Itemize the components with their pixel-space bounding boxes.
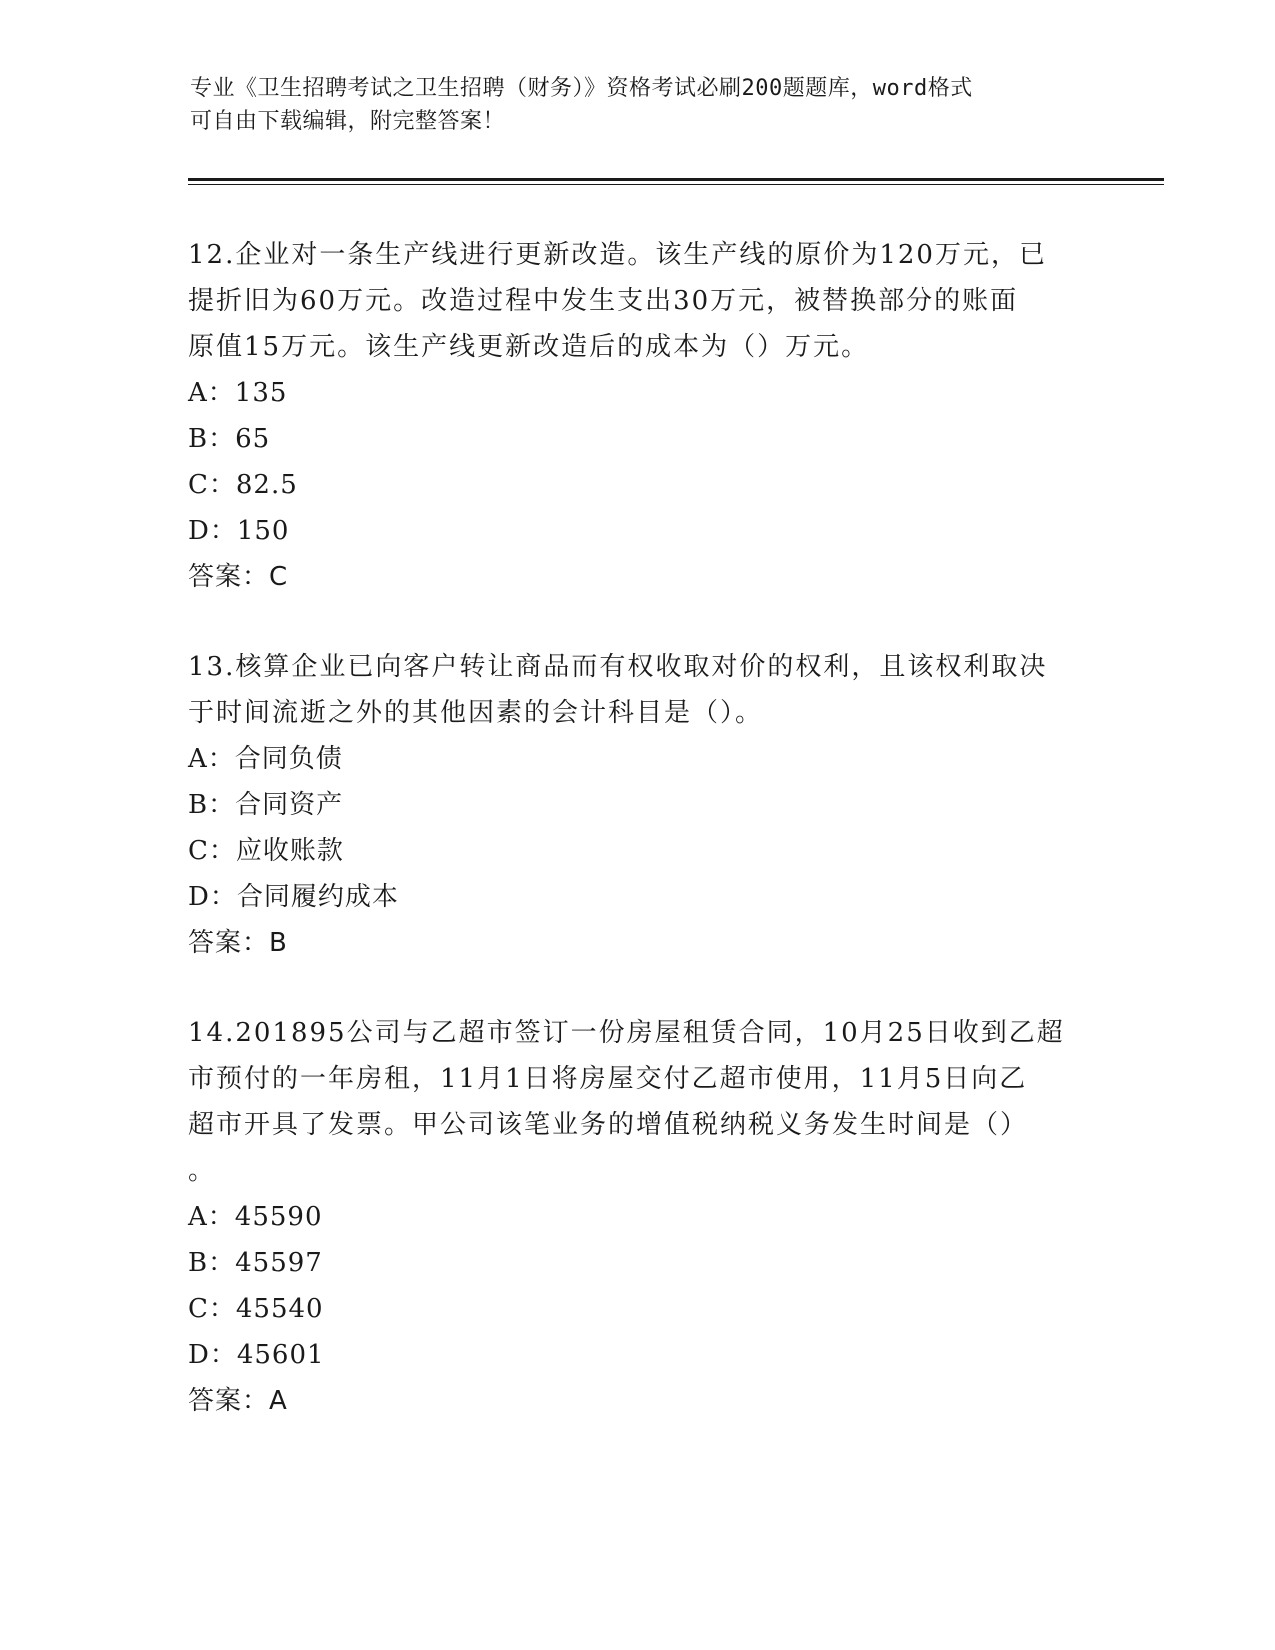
question-text-line: 原值15万元。该生产线更新改造后的成本为（）万元。 (188, 332, 870, 362)
option-a: A：45590 (188, 1202, 323, 1232)
option-a: A：135 (188, 378, 288, 408)
question-list (188, 232, 1088, 1468)
option-d: D：45601 (188, 1340, 325, 1370)
option-c: C：45540 (188, 1294, 324, 1324)
question-text-line: 于时间流逝之外的其他因素的会计科目是（）。 (188, 698, 764, 728)
question-14 (188, 1010, 1088, 1424)
option-d: D：150 (188, 516, 290, 546)
question-text-line: 13.核算企业已向客户转让商品而有权收取对价的权利，且该权利取决 (188, 652, 1048, 682)
option-b: B：65 (188, 424, 271, 454)
answer-label: 答案：A (188, 1386, 288, 1416)
document-header (190, 72, 1090, 138)
question-12 (188, 232, 1088, 600)
option-c: C：应收账款 (188, 836, 344, 866)
option-c: C：82.5 (188, 470, 298, 500)
header-line-1: 专业《卫生招聘考试之卫生招聘（财务）》资格考试必刷200题题库，word格式 (190, 76, 973, 101)
option-b: B：合同资产 (188, 790, 344, 820)
question-text-line: 市预付的一年房租，11月1日将房屋交付乙超市使用，11月5日向乙 (188, 1064, 1028, 1094)
option-d: D：合同履约成本 (188, 882, 399, 912)
option-b: B：45597 (188, 1248, 323, 1278)
header-divider-thin (188, 184, 1164, 185)
question-text-line: 12.企业对一条生产线进行更新改造。该生产线的原价为120万元，已 (188, 240, 1047, 270)
question-13 (188, 644, 1088, 966)
answer-label: 答案：B (188, 928, 288, 958)
header-divider-thick (188, 178, 1164, 181)
question-text-line: 提折旧为60万元。改造过程中发生支出30万元，被替换部分的账面 (188, 286, 1019, 316)
option-a: A：合同负债 (188, 744, 343, 774)
answer-label: 答案：C (188, 562, 289, 592)
question-text-line: 14.201895公司与乙超市签订一份房屋租赁合同，10月25日收到乙超 (188, 1018, 1065, 1048)
header-line-2: 可自由下载编辑，附完整答案！ (190, 109, 506, 134)
question-text-line: 。 (188, 1156, 217, 1186)
question-text-line: 超市开具了发票。甲公司该笔业务的增值税纳税义务发生时间是（） (188, 1110, 1029, 1140)
